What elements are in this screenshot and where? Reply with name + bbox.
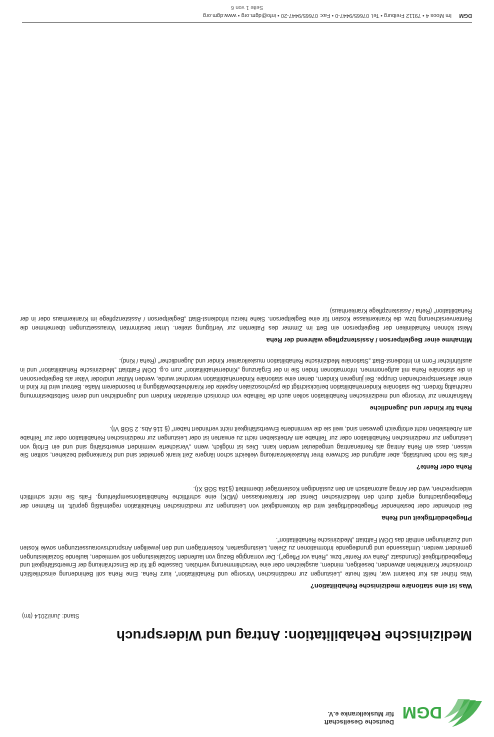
document-body [20,292,472,589]
org-line-1: Deutsche Gesellschaft [324,718,394,725]
section-text: Meist können Rehakliniken der Begleitperson ein Bett im Zimmer des Patienten zur Verfügung stellen. Unter bestimmten Voraussetzungen übernehmen die Rentenversicherung bzw. die Krankenkasse Kosten für eine Begleitperson. Siehe hierzu Infodienst-Blatt „Begleitperson / Assistenzpflege im Krankenhaus oder in der Rehabilitation“ (Reha / Assistenzpflege Krankenhaus) [20,306,472,330]
section-heading: Was ist eine stationäre medizinische Rehabilitation? [310,582,472,589]
org-line-2: für Muskelkranke e.V. [327,710,394,717]
section-heading: Mitnahme einer Begleitperson / Assistenzpflege während der Reha [266,335,472,343]
footer [22,12,472,23]
organization-name [324,709,394,725]
page-number: Seite 1 von 6 [230,4,264,10]
section-heading: Reha für Kinder und Jugendliche [369,403,472,411]
section-text: Bei drohender oder bestehender Pflegebedürftigkeit wird die Notwendigkeit von Leistungen zur medizinischen Rehabilitation regelmäßig geprüft. Im Rahmen der Pflegebegutachtung ergeht durch den Medizinischen Dienst der Krankenkassen (MDK) eine schriftliche Rehabilitationsempfehlung. Falls Sie nicht schriftlich widersprechen, wird der Antrag automatisch an den zuständigen Kostenträger übermittelt (§18a SGB XI). [20,484,472,509]
section-heading: Reha oder Rente? [416,463,472,471]
section-text: Maßnahmen zur Vorsorge und medizinischen Rehabilitation sollen auch die Teilhabe von chronisch erkrankten Kindern und Jugendlichen und deren Selbstbestimmung nachhaltig fördern. Die stationäre Kinderrehabilitation berücksichtigt die psychosozialen Aspekte der Krankheitsbewältigung in besonderem Maße. Betreut wird Ihr Kind in einer altersentsprechenden Gruppe. Bei jüngeren Kindern, denen eine stationäre Kinderrehabilitation verordnet wurde, werden Mütter und/oder Väter als Begleitpersonen in die stationäre Reha mit aufgenommen. Informationen finden Sie in der Ergänzung „Kinderrehabilitation“ zum o.g. DGM Faltblatt „Medizinische Rehabilitation“ und in ausführlicher Form im Infodienst-Blatt „Stationäre Medizinische Rehabilitation muskelkranker Kinder und Jugendlicher“ (Reha / Kind). [20,357,472,398]
letterhead [0,687,494,737]
section-text: Falls Sie noch berufstätig, aber aufgrund der Schwere Ihrer Muskelerkrankung vielleicht schon längere Zeit krank gemeldet sind und Krankengeld beziehen, sollten Sie wissen, dass ein Reha Antrag als Rentenantrag umgedeutet werden kann. Dies ist möglich, wenn „Versicherte vermindert erwerbsfähig sind und ein Erfolg von Leistungen zur medizinischen Rehabilitation oder zur Teilhabe am Arbeitsleben nicht zu erwarten ist oder Leistungen zur medizinischen Rehabilitation oder zur Teilhabe am Arbeitsleben nicht erfolgreich gewesen sind, weil sie die verminderte Erwerbsfähigkeit nicht verhindert haben“ (§ 116 Abs. 2 SGB VI). [20,425,472,458]
dgm-logo [396,697,486,731]
footer-brand: DGM [459,12,472,18]
footer-address: Im Moos 4 • 79112 Freiburg • Tel. 07665/9447-0 • Fax: 07665/9447-20 • info@dgm.org • www.dgm.org [203,12,452,18]
section-heading: Pflegebedürftigkeit und Reha [381,514,472,522]
page-title: Medizinische Rehabilitation: Antrag und Widerspruch [116,628,472,644]
dgm-logo-graphic [396,697,486,731]
logo-text: DGM [402,703,442,722]
stand-date: Stand: Juni/2014 (tm) [22,612,80,618]
section-text: Was früher als Kur bekannt war, heißt heute „Leistungen zur medizinischen Vorsorge und Rehabilitation“, kurz Reha. Eine Reha soll Behinderung einschließlich chronischer Krankheiten abwenden, beseitigen, mindern, ausgleichen oder eine Verschlimmerung verhüten. Dasselbe gilt für die Einschränkung der Erwerbsfähigkeit und Pflegebedürftigkeit (Grundsatz „Reha vor Rente“ bzw. „Reha vor Pflege“). Der vorrangige Bezug von laufenden Sozialleistungen soll vermieden, laufende Sozialleistungen gemindert werden. Umfassende und grundlegende Informationen zu Zielen, Leistungsarten, Kostenträgern und den jeweiligen Anspruchsvoraussetzungen sowie Kosten und Zuzahlungen enthält das DGM Faltblatt „Medizinische Rehabilitation“. [20,535,472,576]
